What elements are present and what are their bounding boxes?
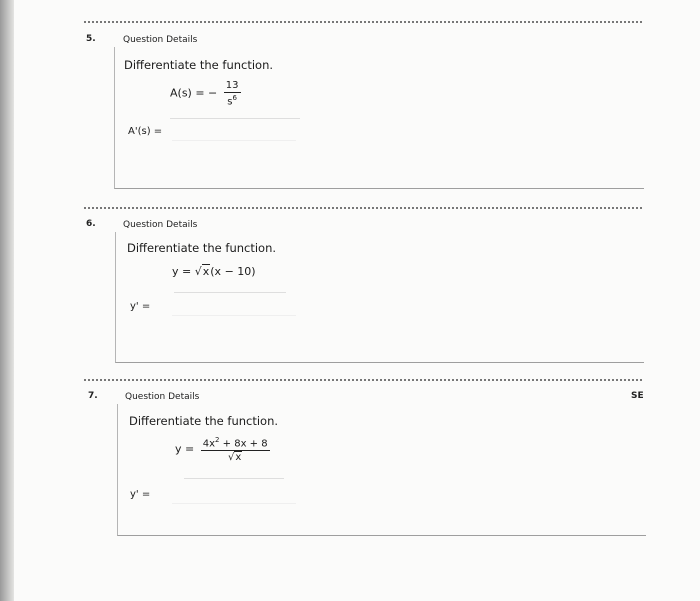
question-number: 6. bbox=[86, 219, 96, 229]
square-root: √x bbox=[194, 265, 210, 278]
numerator-term-a: 4x bbox=[202, 438, 216, 450]
fraction-numerator: 13 bbox=[225, 80, 239, 91]
function-fraction bbox=[224, 80, 241, 107]
function-lhs: y = bbox=[172, 265, 192, 278]
answer-input[interactable] bbox=[172, 299, 296, 316]
question-prompt: Differentiate the function. bbox=[129, 414, 279, 428]
fraction-denominator bbox=[201, 451, 270, 463]
answer-label: y' = bbox=[130, 301, 151, 312]
numerator-term-b: + 8x + 8 bbox=[219, 438, 268, 450]
question-number: 7. bbox=[88, 391, 98, 401]
function-expression bbox=[170, 80, 241, 107]
function-rest: (x − 10) bbox=[210, 265, 256, 278]
answer-label: A'(s) = bbox=[128, 126, 163, 137]
function-fraction bbox=[201, 436, 270, 463]
function-equals: = − bbox=[195, 86, 218, 100]
function-underline bbox=[170, 118, 300, 119]
function-lhs: y = bbox=[175, 442, 195, 456]
question-separator bbox=[84, 207, 642, 209]
question-separator bbox=[84, 21, 642, 23]
fraction-denominator bbox=[224, 93, 241, 107]
function-lhs: A(s) bbox=[170, 86, 192, 100]
denominator-base: s bbox=[227, 96, 233, 108]
fraction-numerator bbox=[201, 436, 270, 451]
denominator-exponent: 6 bbox=[232, 94, 237, 102]
question-prompt: Differentiate the function. bbox=[124, 58, 274, 72]
answer-input[interactable] bbox=[172, 487, 296, 504]
question-number: 5. bbox=[86, 34, 96, 44]
square-root: √x bbox=[228, 452, 242, 464]
answer-label: y' = bbox=[130, 489, 151, 500]
function-expression bbox=[175, 436, 270, 463]
radicand: x bbox=[235, 452, 242, 464]
page-edge-shadow bbox=[0, 0, 14, 601]
side-tag: SE bbox=[631, 391, 644, 401]
question-details-label[interactable]: Question Details bbox=[125, 392, 200, 402]
function-underline bbox=[184, 478, 284, 479]
question-prompt: Differentiate the function. bbox=[127, 241, 277, 255]
question-separator bbox=[84, 379, 642, 381]
radicand: x bbox=[202, 265, 210, 278]
question-details-label[interactable]: Question Details bbox=[123, 35, 198, 45]
answer-input[interactable] bbox=[172, 124, 296, 141]
function-underline bbox=[174, 292, 286, 293]
function-expression bbox=[172, 265, 256, 278]
numerator-exponent: 2 bbox=[215, 436, 220, 444]
question-details-label[interactable]: Question Details bbox=[123, 220, 198, 230]
